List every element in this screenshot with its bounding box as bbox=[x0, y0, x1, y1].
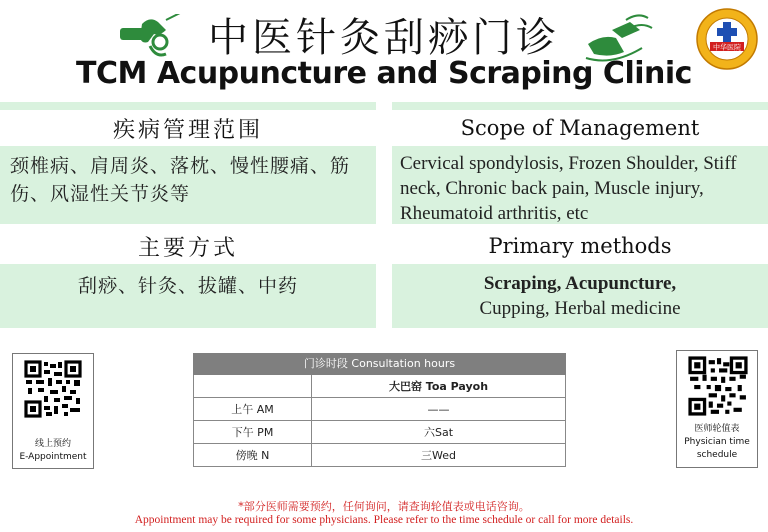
slot-value: —— bbox=[427, 402, 450, 416]
schedule-label-cn: 医师轮值表 bbox=[694, 424, 740, 434]
management-body-cn-panel bbox=[0, 146, 376, 224]
appointment-note-en: Appointment may be required for some physicians. Please refer to the time schedule or call for more details. bbox=[134, 514, 634, 526]
schedule-label-en-2: schedule bbox=[696, 450, 738, 460]
physician-schedule-qr-card[interactable] bbox=[676, 350, 758, 468]
hours-location-header: 大巴窑 Toa Payoh bbox=[388, 380, 489, 393]
table-row bbox=[194, 398, 565, 421]
management-body-en-panel bbox=[392, 146, 768, 224]
schedule-label-en-1: Physician time bbox=[684, 437, 750, 447]
methods-body-cn-panel bbox=[0, 264, 376, 328]
appointment-label-cn: 线上预约 bbox=[34, 439, 71, 449]
methods-body-en-bold: Scraping, Acupuncture, bbox=[483, 273, 677, 294]
methods-body-en-panel bbox=[392, 264, 768, 328]
e-appointment-qr-card[interactable] bbox=[12, 353, 94, 469]
slot-value: 六Sat bbox=[423, 426, 454, 439]
hours-table-title: 门诊时段 Consultation hours bbox=[193, 353, 566, 375]
slot-value: 三Wed bbox=[421, 449, 456, 462]
methods-title-en: Primary methods bbox=[488, 234, 672, 258]
table-row bbox=[194, 444, 565, 467]
band-strip bbox=[0, 102, 376, 110]
management-body-en: Cervical spondylosis, Frozen Shoulder, Stiff neck, Chronic back pain, Muscle injury, Rheumatoid arthritis, etc bbox=[400, 153, 737, 224]
page-title-cn: 中医针灸刮痧门诊 bbox=[208, 15, 560, 61]
page-title-en: TCM Acupuncture and Scraping Clinic bbox=[76, 56, 692, 91]
seal-text: 中华医院 bbox=[713, 43, 741, 52]
slot-label: 上午 AM bbox=[194, 398, 312, 420]
methods-title-cn: 主要方式 bbox=[137, 235, 238, 261]
table-row bbox=[194, 421, 565, 444]
methods-body-cn: 刮痧、针灸、拔罐、中药 bbox=[77, 275, 298, 297]
management-title-en: Scope of Management bbox=[460, 116, 700, 140]
management-body-cn: 颈椎病、肩周炎、落枕、慢性腰痛、筋伤、风湿性关节炎等 bbox=[10, 155, 351, 205]
qr-code-icon[interactable] bbox=[24, 360, 82, 418]
appointment-label-en: E-Appointment bbox=[19, 452, 87, 462]
consultation-hours-table bbox=[193, 353, 566, 467]
band-strip bbox=[392, 102, 768, 110]
qr-code-icon[interactable] bbox=[688, 356, 748, 416]
methods-body-en-rest: Cupping, Herbal medicine bbox=[479, 298, 681, 319]
table-row bbox=[194, 375, 565, 398]
table-header-empty bbox=[194, 375, 312, 397]
management-title-cn: 疾病管理范围 bbox=[112, 117, 263, 143]
slot-label: 傍晚 N bbox=[194, 444, 312, 466]
slot-label: 下午 PM bbox=[194, 421, 312, 443]
appointment-note-cn: *部分医师需要预约，任何询问，请查询轮值表或电话咨询。 bbox=[238, 500, 530, 513]
